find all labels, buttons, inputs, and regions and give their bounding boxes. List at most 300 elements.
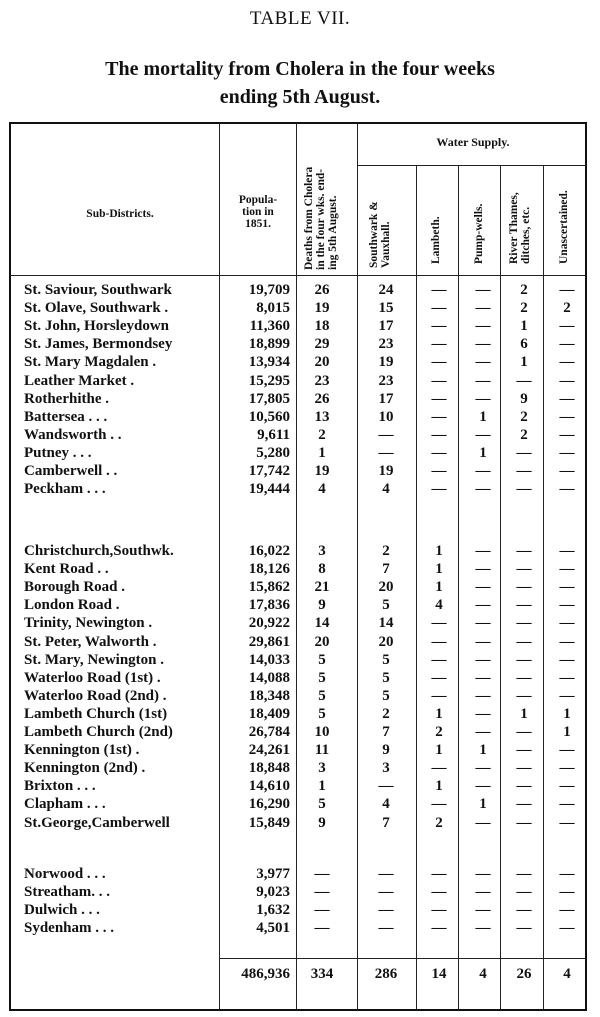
header-river-line-2: ditches, etc. [520, 206, 532, 264]
row-population: 9,611 [257, 426, 290, 443]
row-lambeth: — [431, 651, 447, 668]
row-unascertained: — [559, 760, 575, 777]
row-lambeth: 1 [435, 543, 443, 559]
row-pump-wells: — [475, 724, 491, 740]
table-row [0, 687, 600, 705]
table-row [0, 596, 600, 614]
table-row [0, 633, 600, 651]
row-river-thames: 2 [520, 408, 528, 425]
row-unascertained: — [559, 426, 575, 443]
row-deaths: 10 [314, 724, 330, 740]
row-population: 1,632 [256, 902, 290, 919]
row-pump-wells: — [475, 669, 491, 686]
row-unascertained: 1 [563, 724, 571, 740]
row-lambeth: — [431, 318, 447, 335]
row-lambeth: 2 [435, 724, 443, 740]
row-name: Lambeth Church (2nd) [24, 724, 173, 740]
row-river-thames: — [516, 814, 532, 831]
row-deaths: 5 [318, 796, 326, 813]
row-unascertained: — [559, 561, 575, 578]
row-lambeth: — [431, 372, 447, 389]
row-river-thames: 2 [520, 426, 528, 443]
header-population-line-1: Popula- [238, 194, 278, 206]
row-population: 10,560 [248, 408, 290, 425]
row-name: Borough Road . [24, 579, 126, 596]
row-river-thames: — [516, 796, 532, 813]
row-unascertained: — [559, 884, 575, 901]
row-name: Kennington (1st) . [24, 742, 140, 759]
row-southwark-vauxhall: 5 [382, 651, 390, 668]
row-pump-wells: — [475, 579, 491, 596]
row-population: 19,709 [248, 282, 290, 298]
row-lambeth: — [431, 390, 447, 407]
header-lambeth: Lambeth. [430, 216, 442, 264]
row-deaths: 5 [318, 705, 326, 722]
row-river-thames: — [516, 463, 532, 479]
row-southwark-vauxhall: 5 [382, 687, 390, 704]
row-river-thames: 2 [520, 282, 528, 298]
row-deaths: 14 [314, 615, 330, 632]
row-deaths: 9 [318, 597, 326, 614]
row-lambeth: 1 [435, 561, 443, 578]
row-southwark-vauxhall: 19 [378, 463, 394, 479]
header-pump-wells: Pump-wells. [473, 203, 485, 264]
row-southwark-vauxhall: 7 [382, 814, 390, 831]
row-southwark-vauxhall: 7 [382, 724, 390, 740]
row-unascertained: — [559, 866, 575, 882]
row-name: Brixton . . . [24, 778, 96, 795]
row-southwark-vauxhall: 5 [382, 669, 390, 686]
row-pump-wells: — [475, 866, 491, 882]
row-lambeth: — [431, 354, 447, 371]
total-pump-wells: 4 [479, 966, 487, 982]
total-unascertained: 4 [563, 966, 571, 982]
row-pump-wells: — [475, 705, 491, 722]
total-deaths: 334 [310, 966, 334, 982]
row-name: St. Mary, Newington . [24, 651, 164, 668]
table-row [0, 919, 600, 937]
row-unascertained: — [559, 651, 575, 668]
row-name: Kent Road . . [24, 561, 109, 578]
table-row [0, 578, 600, 596]
header-population-line-3: 1851. [245, 218, 271, 230]
row-lambeth: — [431, 463, 447, 479]
row-deaths: 26 [314, 390, 330, 407]
row-pump-wells: — [475, 778, 491, 795]
row-southwark-vauxhall: — [378, 426, 394, 443]
row-southwark-vauxhall: 10 [378, 408, 394, 425]
row-lambeth: — [431, 481, 447, 498]
row-name: St. Olave, Southwark . [24, 300, 169, 317]
row-pump-wells: — [475, 760, 491, 777]
row-name: St. James, Bermondsey [24, 336, 173, 353]
row-name: Sydenham . . . [24, 920, 115, 937]
row-pump-wells: — [475, 814, 491, 831]
row-population: 17,805 [248, 390, 290, 407]
totals-rule [219, 958, 586, 959]
row-lambeth: — [431, 902, 447, 919]
row-name: Dulwich . . . [24, 902, 100, 919]
table-row [0, 372, 600, 390]
row-unascertained: — [559, 543, 575, 559]
row-river-thames: 1 [520, 705, 528, 722]
row-lambeth: — [431, 633, 447, 650]
row-name: Peckham . . . [24, 481, 106, 498]
total-southwark-vauxhall: 286 [374, 966, 398, 982]
table-row [0, 865, 600, 883]
row-river-thames: — [516, 372, 532, 389]
row-pump-wells: — [475, 354, 491, 371]
row-deaths: 9 [318, 814, 326, 831]
row-deaths: 1 [318, 444, 326, 461]
table-row [0, 741, 600, 759]
table-row [0, 335, 600, 353]
row-river-thames: — [516, 633, 532, 650]
row-unascertained: — [559, 742, 575, 759]
row-unascertained: — [559, 444, 575, 461]
row-unascertained: — [559, 920, 575, 937]
row-deaths: 29 [314, 336, 330, 353]
row-name: Battersea . . . [24, 408, 108, 425]
header-river-line-1: River Thames, [508, 192, 520, 264]
row-lambeth: — [431, 615, 447, 632]
row-population: 29,861 [248, 633, 290, 650]
row-population: 24,261 [248, 742, 290, 759]
row-southwark-vauxhall: — [378, 866, 394, 882]
table-row [0, 705, 600, 723]
row-unascertained: — [559, 318, 575, 335]
row-unascertained: 1 [563, 705, 571, 722]
row-lambeth: — [431, 687, 447, 704]
row-unascertained: — [559, 463, 575, 479]
row-southwark-vauxhall: 17 [378, 390, 394, 407]
row-southwark-vauxhall: 14 [378, 615, 394, 632]
table-row [0, 883, 600, 901]
row-pump-wells: — [475, 372, 491, 389]
row-deaths: 18 [314, 318, 330, 335]
row-lambeth: — [431, 884, 447, 901]
table-row [0, 560, 600, 578]
water-supply-rule [357, 165, 586, 166]
header-river-thames [508, 192, 532, 264]
row-river-thames: — [516, 742, 532, 759]
total-population: 486,936 [241, 966, 290, 982]
row-pump-wells: 1 [479, 742, 487, 759]
row-pump-wells: — [475, 300, 491, 317]
row-river-thames: — [516, 760, 532, 777]
row-name: Leather Market . [24, 372, 135, 389]
row-population: 18,409 [248, 705, 290, 722]
table-row [0, 390, 600, 408]
table-row [0, 444, 600, 462]
row-pump-wells: — [475, 543, 491, 559]
row-lambeth: 1 [435, 705, 443, 722]
row-pump-wells: — [475, 920, 491, 937]
table-row [0, 542, 600, 560]
table-number: TABLE VII. [249, 8, 351, 29]
row-southwark-vauxhall: 5 [382, 597, 390, 614]
row-river-thames: 2 [520, 300, 528, 317]
row-river-thames: — [516, 669, 532, 686]
row-pump-wells: — [475, 597, 491, 614]
row-name: Rotherhithe . [24, 390, 109, 407]
header-sub-districts: Sub-Districts. [86, 208, 154, 220]
row-unascertained: — [559, 408, 575, 425]
row-population: 16,290 [248, 796, 290, 813]
row-lambeth: 1 [435, 579, 443, 596]
row-unascertained: — [559, 902, 575, 919]
row-unascertained: — [559, 687, 575, 704]
row-pump-wells: 1 [479, 408, 487, 425]
row-population: 18,126 [248, 561, 290, 578]
row-pump-wells: — [475, 651, 491, 668]
row-population: 13,934 [248, 354, 290, 371]
row-name: Norwood . . . [24, 866, 106, 882]
row-southwark-vauxhall: 2 [382, 705, 390, 722]
row-pump-wells: — [475, 687, 491, 704]
row-population: 11,360 [249, 318, 290, 335]
row-unascertained: — [559, 778, 575, 795]
row-lambeth: — [431, 426, 447, 443]
row-name: St. John, Horsleydown [24, 318, 170, 335]
row-deaths: 5 [318, 651, 326, 668]
row-population: 16,022 [248, 543, 290, 559]
header-deaths-line-3: ing 5th August. [327, 195, 339, 270]
row-river-thames: — [516, 778, 532, 795]
row-deaths: 5 [318, 687, 326, 704]
row-river-thames: — [516, 481, 532, 498]
row-unascertained: — [559, 597, 575, 614]
row-population: 15,295 [248, 372, 290, 389]
row-lambeth: — [431, 282, 447, 298]
row-pump-wells: — [475, 426, 491, 443]
header-population [222, 194, 294, 230]
row-southwark-vauxhall: 9 [382, 742, 390, 759]
row-deaths: — [314, 884, 330, 901]
row-deaths: 20 [314, 354, 330, 371]
row-name: Putney . . . [24, 444, 92, 461]
row-river-thames: — [516, 687, 532, 704]
total-river-thames: 26 [516, 966, 532, 982]
row-unascertained: — [559, 336, 575, 353]
row-deaths: — [314, 920, 330, 937]
row-pump-wells: — [475, 318, 491, 335]
row-pump-wells: — [475, 884, 491, 901]
row-population: 19,444 [248, 481, 290, 498]
row-southwark-vauxhall: 23 [378, 372, 394, 389]
row-southwark-vauxhall: 20 [378, 633, 394, 650]
row-deaths: 4 [318, 481, 326, 498]
table-row [0, 814, 600, 832]
row-name: Streatham. . . [24, 884, 110, 901]
row-unascertained: — [559, 390, 575, 407]
table-row [0, 759, 600, 777]
table-row [0, 426, 600, 444]
table-title-line-1: The mortality from Cholera in the four weeks [105, 58, 495, 80]
row-southwark-vauxhall: — [378, 778, 394, 795]
row-pump-wells: — [475, 633, 491, 650]
row-unascertained: — [559, 282, 575, 298]
row-lambeth: — [431, 796, 447, 813]
row-river-thames: — [516, 724, 532, 740]
row-deaths: — [314, 866, 330, 882]
row-southwark-vauxhall: 15 [378, 300, 394, 317]
table-row [0, 299, 600, 317]
row-population: 18,348 [248, 687, 290, 704]
row-unascertained: — [559, 633, 575, 650]
row-deaths: 11 [314, 742, 330, 759]
row-lambeth: 4 [435, 597, 443, 614]
row-name: Waterloo Road (2nd) . [24, 687, 167, 704]
row-population: 15,862 [248, 579, 290, 596]
row-name: Lambeth Church (1st) [24, 705, 168, 722]
row-lambeth: — [431, 760, 447, 777]
row-lambeth: — [431, 920, 447, 937]
row-unascertained: — [559, 669, 575, 686]
row-southwark-vauxhall: 2 [382, 543, 390, 559]
row-name: Wandsworth . . [24, 426, 122, 443]
row-pump-wells: — [475, 615, 491, 632]
row-river-thames: 1 [520, 318, 528, 335]
row-name: London Road . [24, 597, 120, 614]
row-deaths: 3 [318, 760, 326, 777]
row-unascertained: — [559, 579, 575, 596]
row-river-thames: 6 [520, 336, 528, 353]
row-river-thames: — [516, 902, 532, 919]
table-row [0, 462, 600, 480]
row-pump-wells: 1 [479, 444, 487, 461]
row-southwark-vauxhall: — [378, 444, 394, 461]
row-unascertained: — [559, 814, 575, 831]
row-southwark-vauxhall: — [378, 902, 394, 919]
row-population: 17,836 [248, 597, 290, 614]
row-population: 17,742 [248, 463, 290, 479]
row-river-thames: — [516, 615, 532, 632]
row-population: 18,848 [248, 760, 290, 777]
row-river-thames: — [516, 866, 532, 882]
row-deaths: — [314, 902, 330, 919]
row-name: Camberwell . . [24, 463, 118, 479]
table-row [0, 723, 600, 741]
row-river-thames: — [516, 597, 532, 614]
table-row [0, 651, 600, 669]
row-southwark-vauxhall: — [378, 884, 394, 901]
header-southwark-line-2: Vauxhall. [380, 221, 392, 268]
row-deaths: 19 [314, 463, 330, 479]
header-unascertained: Unascertained. [558, 190, 570, 264]
row-river-thames: — [516, 920, 532, 937]
totals-row [0, 965, 600, 983]
row-name: Waterloo Road (1st) . [24, 669, 161, 686]
row-lambeth: — [431, 408, 447, 425]
row-name: St. Saviour, Southwark [24, 282, 172, 298]
row-population: 14,088 [248, 669, 290, 686]
row-deaths: 8 [318, 561, 326, 578]
row-pump-wells: — [475, 561, 491, 578]
row-lambeth: — [431, 300, 447, 317]
row-pump-wells: — [475, 390, 491, 407]
row-pump-wells: — [475, 336, 491, 353]
header-deaths-line-2: in the four wks. end- [315, 168, 327, 270]
row-lambeth: — [431, 444, 447, 461]
row-population: 14,610 [248, 778, 290, 795]
table-row [0, 317, 600, 335]
row-pump-wells: — [475, 481, 491, 498]
table-row [0, 901, 600, 919]
row-deaths: 19 [314, 300, 330, 317]
row-population: 26,784 [248, 724, 290, 740]
row-unascertained: — [559, 354, 575, 371]
row-deaths: 26 [314, 282, 330, 298]
row-lambeth: — [431, 336, 447, 353]
table-row [0, 353, 600, 371]
row-population: 18,899 [248, 336, 290, 353]
row-population: 5,280 [256, 444, 290, 461]
row-name: St. Mary Magdalen . [24, 354, 157, 371]
row-southwark-vauxhall: 3 [382, 760, 390, 777]
row-river-thames: 9 [520, 390, 528, 407]
row-river-thames: 1 [520, 354, 528, 371]
row-southwark-vauxhall: — [378, 920, 394, 937]
table-title-line-2: ending 5th August. [219, 86, 381, 108]
row-lambeth: 1 [435, 742, 443, 759]
row-southwark-vauxhall: 23 [378, 336, 394, 353]
row-deaths: 2 [318, 426, 326, 443]
row-unascertained: 2 [563, 300, 571, 317]
row-population: 9,023 [256, 884, 290, 901]
row-lambeth: — [431, 669, 447, 686]
row-pump-wells: — [475, 282, 491, 298]
row-name: Clapham . . . [24, 796, 106, 813]
row-name: Kennington (2nd) . [24, 760, 146, 777]
table-row [0, 795, 600, 813]
header-deaths [303, 167, 339, 270]
row-deaths: 21 [314, 579, 330, 596]
row-population: 8,015 [256, 300, 290, 317]
row-unascertained: — [559, 481, 575, 498]
row-deaths: 23 [314, 372, 330, 389]
row-deaths: 5 [318, 669, 326, 686]
header-water-supply: Water Supply. [436, 135, 510, 149]
row-river-thames: — [516, 884, 532, 901]
table-row [0, 669, 600, 687]
row-river-thames: — [516, 561, 532, 578]
table-row [0, 777, 600, 795]
row-lambeth: — [431, 866, 447, 882]
row-name: St. Peter, Walworth . [24, 633, 157, 650]
row-unascertained: — [559, 615, 575, 632]
row-population: 4,501 [256, 920, 290, 937]
row-pump-wells: 1 [479, 796, 487, 813]
table-row [0, 408, 600, 426]
row-river-thames: — [516, 651, 532, 668]
row-name: St.George,Camberwell [24, 814, 170, 831]
row-unascertained: — [559, 796, 575, 813]
row-river-thames: — [516, 579, 532, 596]
header-deaths-line-1: Deaths from Cholera [303, 166, 315, 270]
row-southwark-vauxhall: 24 [378, 282, 394, 298]
row-population: 20,922 [248, 615, 290, 632]
header-bottom-rule [10, 275, 586, 276]
row-deaths: 13 [314, 408, 330, 425]
row-deaths: 3 [318, 543, 326, 559]
row-population: 15,849 [248, 814, 290, 831]
row-southwark-vauxhall: 17 [378, 318, 394, 335]
row-unascertained: — [559, 372, 575, 389]
row-deaths: 20 [314, 633, 330, 650]
row-river-thames: — [516, 444, 532, 461]
header-southwark-line-1: Southwark & [368, 201, 380, 268]
